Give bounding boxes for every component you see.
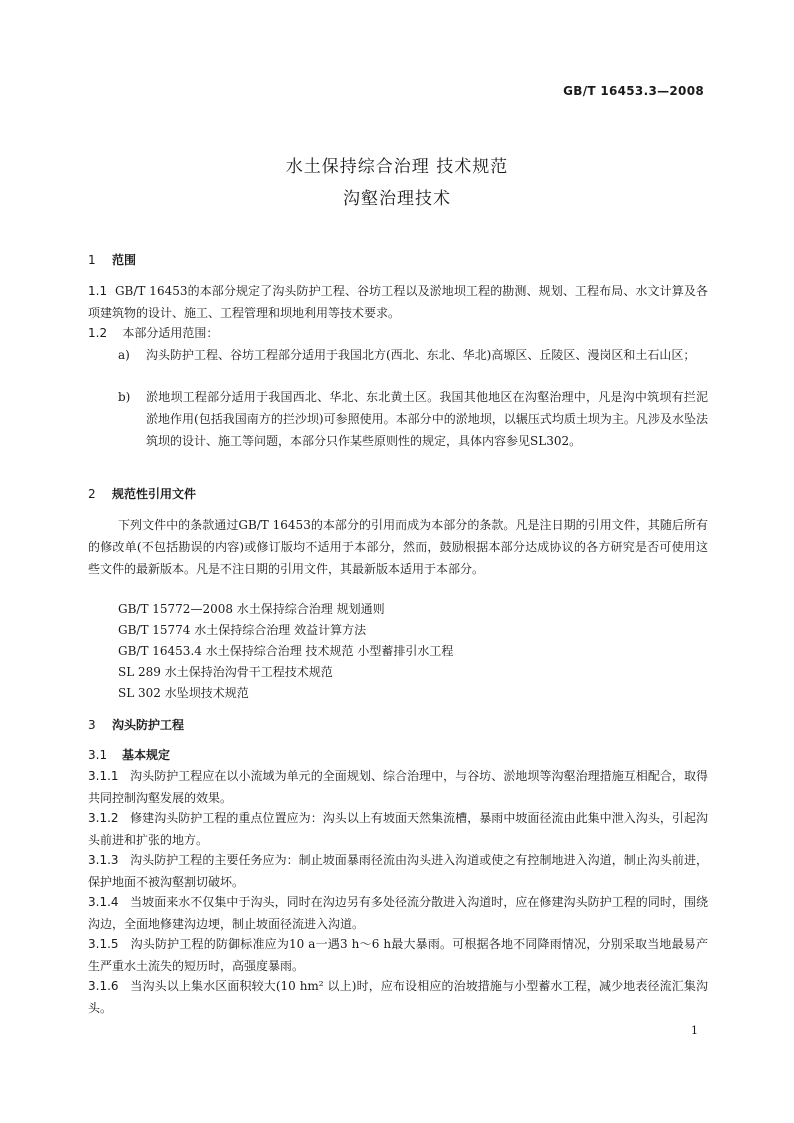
section-title: 沟头防护工程 — [112, 718, 185, 732]
clause-text: 沟头防护工程的防御标准应为10 a一遇3 h～6 h最大暴雨。可根据各地不同降雨情况，分别采取当地最易产生严重水土流失的短历时，高强度暴雨。 — [88, 937, 708, 973]
section-number: 2 — [88, 487, 96, 501]
clause-number: 3.1.2 — [88, 811, 119, 825]
clause-3-1-3 — [88, 849, 708, 893]
clause-number: 1.2 — [88, 326, 108, 340]
clause-text: 修建沟头防护工程的重点位置应为：沟头以上有坡面天然集流槽，暴雨中坡面径流由此集中泄入沟头，引起沟头前进和扩张的地方。 — [88, 811, 708, 847]
clause-number: 3.1.1 — [88, 769, 119, 783]
clause-3-1-2 — [88, 807, 708, 851]
standard-number: GB/T 16453.3—2008 — [563, 84, 704, 98]
section-title: 规范性引用文件 — [112, 487, 197, 501]
section-number: 3.1 — [88, 748, 108, 762]
clause-3-1-5 — [88, 933, 708, 977]
section-1-heading — [88, 251, 136, 268]
clause-3-1-6 — [88, 975, 708, 1019]
list-item-a — [118, 344, 708, 366]
clause-3-1-4 — [88, 891, 708, 935]
clause-text: 当坡面来水不仅集中于沟头，同时在沟边另有多处径流分散进入沟道时，应在修建沟头防护工程的同时，围绕沟边，全面地修建沟边埂，制止坡面径流进入沟道。 — [88, 895, 708, 931]
clause-number: 3.1.3 — [88, 853, 119, 867]
document-title: 水土保持综合治理 技术规范 — [285, 157, 509, 177]
section-3-heading — [88, 716, 184, 733]
section-number: 1 — [88, 253, 96, 267]
reference-item: SL 302 水坠坝技术规范 — [118, 686, 249, 700]
list-text: 沟头防护工程、谷坊工程部分适用于我国北方(西北、东北、华北)高塬区、丘陵区、漫岗区和土石山区； — [146, 348, 696, 362]
section-2-intro: 下列文件中的条款通过GB/T 16453的本部分的引用而成为本部分的条款。凡是注日期的引用文件，其随后所有的修改单(不包括勘误的内容)或修订版均不适用于本部分，然而，鼓励根据本部分达成协议的各方研究是否可使用这些文件的最新版本。凡是不注日期的引用文件，其最新版本适用于本部分。 — [88, 518, 708, 576]
clause-text: 本部分适用范围： — [122, 326, 219, 340]
document-subtitle: 沟壑治理技术 — [343, 189, 451, 209]
section-3-1-heading — [88, 746, 170, 763]
clause-number: 1.1 — [88, 284, 108, 298]
reference-item: GB/T 15774 水土保持综合治理 效益计算方法 — [118, 623, 367, 637]
clause-number: 3.1.6 — [88, 979, 119, 993]
clause-1-2 — [88, 322, 708, 344]
clause-1-1 — [88, 280, 708, 324]
reference-item: GB/T 16453.4 水土保持综合治理 技术规范 小型蓄排引水工程 — [118, 644, 454, 658]
section-number: 3 — [88, 718, 96, 732]
clause-3-1-1 — [88, 765, 708, 809]
clause-text: 当沟头以上集水区面积较大(10 hm² 以上)时，应布设相应的治坡措施与小型蓄水工程，减少地表径流汇集沟头。 — [88, 979, 708, 1015]
clause-number: 3.1.5 — [88, 937, 119, 951]
page-number: 1 — [691, 1024, 698, 1037]
reference-item: SL 289 水土保持治沟骨干工程技术规范 — [118, 665, 333, 679]
clause-text: GB/T 16453的本部分规定了沟头防护工程、谷坊工程以及淤地坝工程的勘测、规划、工程布局、水文计算及各项建筑物的设计、施工、工程管理和坝地利用等技术要求。 — [88, 284, 708, 320]
section-title: 基本规定 — [122, 748, 171, 762]
section-title: 范围 — [112, 253, 137, 267]
list-label: a) — [118, 348, 130, 362]
clause-number: 3.1.4 — [88, 895, 119, 909]
list-label: b) — [118, 390, 131, 404]
clause-text: 沟头防护工程的主要任务应为：制止坡面暴雨径流由沟头进入沟道或使之有控制地进入沟道，制止沟头前进，保护地面不被沟壑割切破坏。 — [88, 853, 708, 889]
section-2-heading — [88, 485, 196, 502]
list-item-b — [118, 386, 708, 452]
list-text: 淤地坝工程部分适用于我国西北、华北、东北黄土区。我国其他地区在沟壑治理中，凡是沟中筑坝有拦泥淤地作用(包括我国南方的拦沙坝)可参照使用。本部分中的淤地坝，以辗压式均质土坝为主。凡涉及水坠法筑坝的设计、施工等问题，本部分只作某些原则性的规定，具体内容参见SL302。 — [146, 390, 708, 448]
clause-text: 沟头防护工程应在以小流域为单元的全面规划、综合治理中，与谷坊、淤地坝等沟壑治理措施互相配合，取得共同控制沟壑发展的效果。 — [88, 769, 708, 805]
reference-item: GB/T 15772—2008 水土保持综合治理 规划通则 — [118, 602, 385, 616]
